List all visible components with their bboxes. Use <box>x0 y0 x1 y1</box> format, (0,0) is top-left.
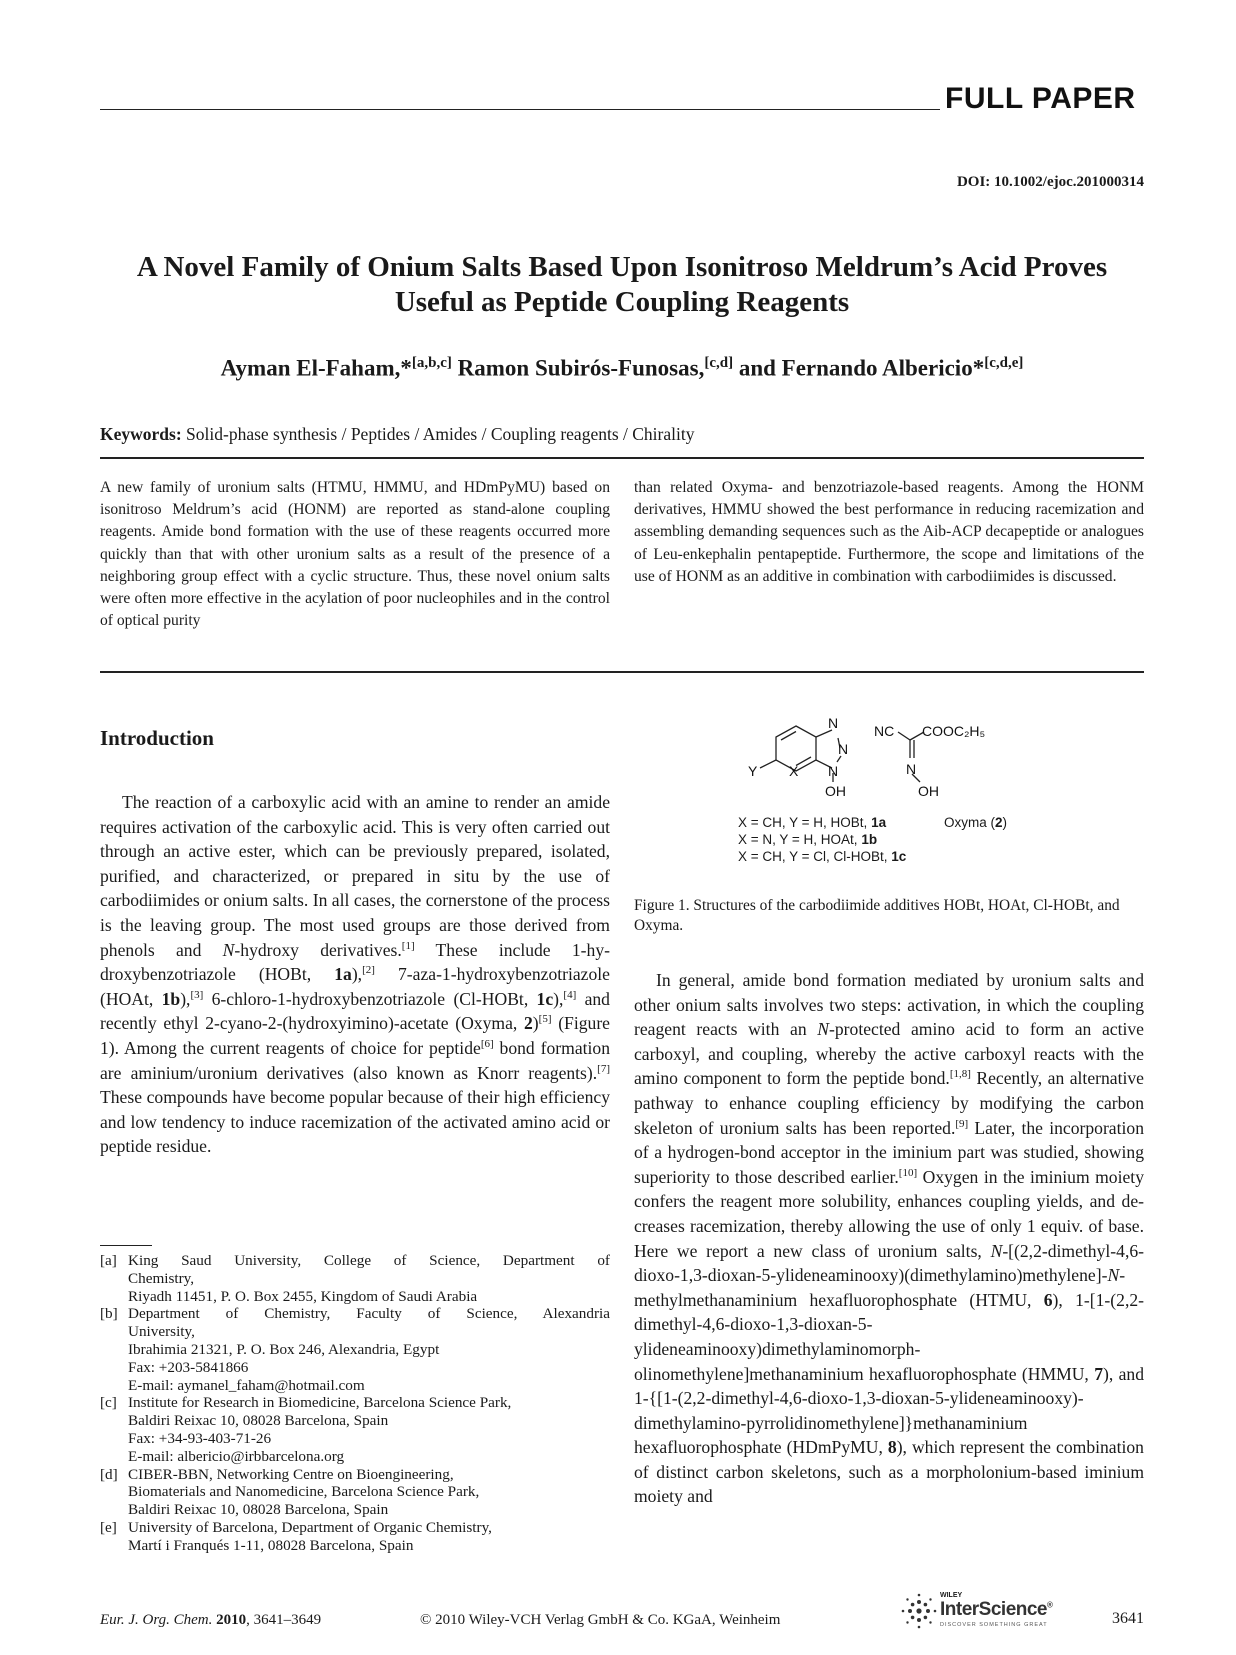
keywords-text: Solid-phase synthesis / Peptides / Amides / Coupling reagents / Chirality <box>186 424 695 444</box>
footnote-tag: [d] <box>100 1465 118 1483</box>
atom-y: Y <box>748 763 758 779</box>
atom-nc: NC <box>874 723 895 739</box>
title-line-2: Useful as Peptide Coupling Reagents <box>394 286 850 318</box>
legend-compound-number: 1c <box>891 849 907 864</box>
text-run: 1a <box>334 964 352 985</box>
footnote-line: Baldiri Reixac 10, 08028 Barcelona, Spain <box>128 1412 389 1430</box>
header-rule <box>100 109 940 110</box>
footnote-line: Chemistry, <box>128 1269 195 1287</box>
atom-n-top: N <box>828 718 839 731</box>
text-run: N <box>990 1240 1003 1261</box>
intro-paragraph-1 <box>100 790 610 1159</box>
citation-marker[interactable]: [2] <box>362 964 375 977</box>
logo-main-word: InterScience <box>940 1599 1047 1620</box>
footnote-tag: [c] <box>100 1394 117 1412</box>
logo-tagline: DISCOVER SOMETHING GREAT <box>940 1622 1048 1628</box>
text-run: N <box>1107 1265 1120 1286</box>
footnote-line: University, <box>128 1323 195 1341</box>
text-run: Recently, an alternative pathway to enhance coupling efficiency by modifying the carbon skeleton of uronium salts has been reported. <box>634 1068 1144 1138</box>
text-run: In general, amide bond formation mediated by uronium salts and other onium salts involves two steps: activation, in which the coupling reagent reacts with an <box>634 970 1144 1040</box>
text-run: bond formation are aminium/uronium derivatives (also known as Knorr reagents). <box>100 1037 610 1083</box>
oxyma-number: 2 <box>995 815 1003 830</box>
citation-marker[interactable]: [3] <box>190 988 204 1001</box>
footnote-line: CIBER-BBN, Networking Centre on Bioengineering, <box>128 1465 454 1483</box>
author-name: Ayman El-Faham,* <box>220 355 412 381</box>
text-run: Oxygen in the iminium moiety confers the reagent more solubility, enhances coupling yields, and decreases racemization, thereby allowing the use of only 1 equiv. of base. Here we report a new class of uronium salts, <box>634 1166 1144 1261</box>
citation-marker[interactable]: [1,8] <box>949 1068 971 1081</box>
interscience-logo[interactable] <box>900 1592 1060 1632</box>
text-run: ) <box>532 1013 539 1034</box>
citation-marker[interactable]: [6] <box>480 1038 494 1051</box>
keywords <box>100 424 1144 445</box>
citation-marker[interactable]: [4] <box>563 988 577 1001</box>
doi[interactable]: DOI: 10.1002/ejoc.201000314 <box>956 174 1144 190</box>
text-run: 1c <box>536 988 554 1009</box>
abstract-rule-bottom <box>100 671 1144 673</box>
text-run: Later, the incorporation of a hydrogen-bond acceptor in the iminium part was studied, showing superiority to those described earlier. <box>634 1117 1144 1187</box>
text-run: 7 <box>1094 1363 1103 1384</box>
footnote-line: Institute for Research in Biomedicine, Barcelona Science Park, <box>128 1394 512 1412</box>
text-run: ), which represent the combination of distinct carbon skeletons, such as a morpholonium-based iminium moiety and <box>634 1437 1144 1507</box>
author-list <box>100 355 1144 382</box>
article-title <box>100 250 1144 320</box>
author-affiliation-marker: [c,d] <box>704 355 734 371</box>
affiliation-footnotes <box>100 1252 610 1555</box>
journal-year: 2010 <box>216 1612 247 1628</box>
text-run: These include 1-hydroxybenzotriazole (HOBt, <box>100 939 610 985</box>
atom-oh-hobt: OH <box>825 783 846 799</box>
text-run: (Figure 1). Among the current reagents of choice for peptide <box>100 1013 610 1058</box>
legend-text: X = N, Y = H, HOAt, <box>738 832 862 847</box>
footnote-line: Biomaterials and Nanomedicine, Barcelona Science Park, <box>128 1483 480 1501</box>
citation-marker[interactable]: [7] <box>597 1062 610 1075</box>
abstract-rule-top <box>100 457 1144 459</box>
legend-text: X = CH, Y = H, HOBt, <box>738 815 872 830</box>
introduction-right-column <box>634 968 1144 1509</box>
legend-line <box>738 849 906 864</box>
footnote-entry <box>100 1252 610 1305</box>
footnote-line: Baldiri Reixac 10, 08028 Barcelona, Spain <box>128 1501 389 1519</box>
citation-marker[interactable]: [1] <box>401 939 415 952</box>
footnote-rule <box>100 1245 152 1246</box>
text-run: -[(2,2-dimethyl-4,6-dioxo-1,3-dioxan-5-ylideneaminooxy)(dimethylamino)methylene]- <box>634 1240 1144 1286</box>
legend-compound-number: 1a <box>871 815 887 830</box>
oxyma-label-text: Oxyma ( <box>944 815 996 830</box>
logo-main-text <box>940 1599 1052 1621</box>
copyright-notice: © 2010 Wiley-VCH Verlag GmbH & Co. KGaA, Weinheim <box>420 1612 781 1628</box>
keywords-label: Keywords: <box>100 424 182 444</box>
text-run: 2 <box>524 1013 533 1034</box>
footnote-entry <box>100 1519 610 1555</box>
text-run: and recently ethyl 2-cyano-2-(hydroxyimino)-acetate (Oxyma, <box>100 988 610 1034</box>
text-run: 6-chloro-1-hydroxybenzotriazole (Cl-HOBt, <box>203 988 537 1009</box>
text-run: -protected amino acid to form an active carboxyl, and coupling, whereby the active carboxyl reacts with the amino component to form the peptide bond. <box>634 1019 1144 1089</box>
section-label: FULL PAPER <box>945 82 1136 115</box>
legend-line <box>738 832 877 847</box>
intro-paragraph-2 <box>634 968 1144 1509</box>
text-run: ), <box>553 988 564 1009</box>
footnote-entry <box>100 1466 610 1519</box>
citation-marker[interactable]: [5] <box>538 1013 552 1026</box>
footnote-line: Martí i Franqués 1-11, 08028 Barcelona, Spain <box>128 1536 414 1554</box>
oxyma-label-close: ) <box>1002 815 1008 830</box>
author-name: Fernando Albericio* <box>781 355 985 381</box>
logo-wiley-text: WILEY <box>940 1592 963 1599</box>
journal-name: Eur. J. Org. Chem. <box>100 1612 213 1628</box>
text-run: ), <box>180 988 191 1009</box>
atom-n-bottom: N <box>828 763 839 779</box>
atom-cooet: COOC₂H₅ <box>922 723 986 739</box>
title-line-1: A Novel Family of Onium Salts Based Upon Isonitroso Meldrum’s Acid Proves <box>136 251 1108 283</box>
text-run: N <box>817 1019 830 1040</box>
page-number: 3641 <box>1112 1610 1144 1627</box>
logo-registered: ® <box>1047 1600 1053 1610</box>
text-run: These compounds have become popular because of their high efficiency and low tendency to induce racemization of the activated amino acid or peptide residue. <box>100 1087 610 1157</box>
footnote-line: Riyadh 11451, P. O. Box 2455, Kingdom of Saudi Arabia <box>128 1287 478 1305</box>
author-name: Ramon Subirós-Funosas, <box>457 355 705 381</box>
text-run: 8 <box>887 1437 897 1458</box>
legend-compound-number: 1b <box>861 832 878 847</box>
journal-pages: , 3641–3649 <box>246 1612 322 1628</box>
footnote-line: Fax: +34-93-403-71-26 <box>128 1429 272 1447</box>
oxyma-label <box>944 815 1007 830</box>
text-run: The reaction of a carboxylic acid with an amine to render an amide requires activation of the carboxylic acid. This is very often carried out through an active ester, which can be previously prepared, isolated, purified, and characterized, or prepared in situ by the use of carbodiimides or onium salts. In all cases, the cornerstone of the process is the leaving group. The most used groups are those derived from phenols and <box>100 792 610 960</box>
footnote-entry <box>100 1394 610 1465</box>
author-affiliation-marker: [a,b,c] <box>411 355 452 371</box>
figure-1-caption: Figure 1. Structures of the carbodiimide additives HOBt, HOAt, Cl-HOBt, and Oxyma. <box>634 897 1120 934</box>
atom-x: X <box>789 763 799 779</box>
footnote-email[interactable]: E-mail: albericio@irbbarcelona.org <box>128 1447 345 1465</box>
text-run: 1b <box>161 988 181 1009</box>
footnote-email[interactable]: E-mail: aymanel_faham@hotmail.com <box>128 1376 365 1394</box>
footnote-line: Ibrahimia 21321, P. O. Box 246, Alexandria, Egypt <box>128 1340 440 1358</box>
text-run: -methylmethanaminium hexafluorophosphate (HTMU, <box>634 1265 1126 1310</box>
author-affiliation-marker: [c,d,e] <box>984 355 1024 371</box>
author-separator: and <box>733 355 782 381</box>
atom-n-oxime: N <box>906 761 917 777</box>
atom-n-middle: N <box>838 741 849 757</box>
text-run: ), 1-[1-(2,2-dimethyl-4,6-dioxo-1,3-dioxan-5-ylideneaminooxy)dimethylaminomorpholinomethylene]methanaminium hexafluorophosphate (HMMU, <box>634 1289 1144 1384</box>
citation-marker[interactable]: [10] <box>898 1166 918 1179</box>
footnote-tag: [e] <box>100 1518 117 1536</box>
atom-oh-oxyma: OH <box>918 783 939 799</box>
legend-text: X = CH, Y = Cl, Cl-HOBt, <box>738 849 892 864</box>
text-run: -hydroxy derivatives. <box>234 939 402 960</box>
text-run: N <box>222 939 235 960</box>
interscience-globe-icon <box>900 1592 938 1630</box>
chemical-structures <box>634 718 1144 818</box>
footnote-tag: [b] <box>100 1305 118 1323</box>
introduction-heading: Introduction <box>100 726 214 750</box>
footnote-line: University of Barcelona, Department of Organic Chemistry, <box>128 1518 492 1536</box>
text-run: ), and 1-{[1-(2,2-dimethyl-4,6-dioxo-1,3-dioxan-5-ylideneaminooxy)-dimethylamino-pyrrolidinomethylene]}methanaminium hexafluorophosphate (HDmPyMU, <box>634 1363 1144 1458</box>
text-run: 7-aza-1-hydroxybenzotriazole (HOAt, <box>100 964 610 1009</box>
citation-marker[interactable]: [9] <box>955 1117 969 1130</box>
figure-1 <box>634 718 1144 878</box>
introduction-left-column <box>100 790 610 1159</box>
footnote-tag: [a] <box>100 1252 117 1269</box>
footnote-entry <box>100 1305 610 1394</box>
footnote-line: Department of Chemistry, Faculty of Science, Alexandria <box>128 1305 610 1323</box>
legend-line <box>738 815 886 830</box>
footnote-line: Fax: +203-5841866 <box>128 1358 249 1376</box>
journal-citation <box>100 1612 321 1629</box>
abstract-left-column: A new family of uronium salts (HTMU, HMMU, and HDmPyMU) based on isonitroso Meldrum’s acid (HONM) are reported as stand-alone coupling reagents. Amide bond formation with the use of these reagents occurred more quickly than that with other uronium salts as a result of the presence of a neighboring group effect with a cyclic structure. Thus, these novel onium salts were often more effective in the acylation of poor nucleophiles and in the control of optical purity <box>100 479 610 630</box>
footnote-line: King Saud University, College of Science, Department of <box>128 1252 610 1269</box>
text-run: 6 <box>1043 1289 1053 1310</box>
abstract-right-column: than related Oxyma- and benzotriazole-based reagents. Among the HONM derivatives, HMMU showed the best performance in reducing racemization and assembling demanding sequences such as the Aib-ACP decapeptide or analogues of Leu-enkephalin pentapeptide. Furthermore, the scope and limitations of the use of HONM as an additive in combination with carbodiimides is discussed. <box>634 479 1144 585</box>
text-run: ), <box>351 964 363 985</box>
